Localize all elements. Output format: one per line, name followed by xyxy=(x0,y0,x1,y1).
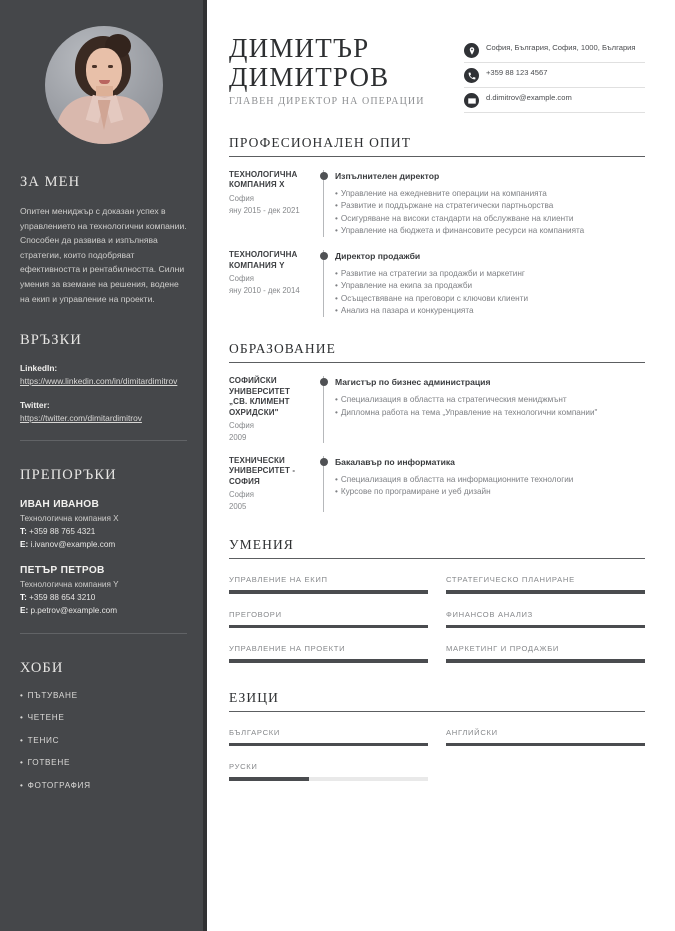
education-entry xyxy=(229,456,645,512)
language-item xyxy=(446,728,645,747)
hobbies-heading: ХОБИ xyxy=(20,659,64,676)
first-name: ДИМИТЪР xyxy=(229,33,370,63)
entry-body xyxy=(332,456,645,512)
education-heading: ОБРАЗОВАНИЕ xyxy=(229,341,645,363)
main-content xyxy=(207,0,675,931)
entry-title: Директор продажби xyxy=(335,251,421,262)
skill-bar-track xyxy=(229,625,428,629)
skill-label: МАРКЕТИНГ И ПРОДАЖБИ xyxy=(446,644,560,654)
entry-meta xyxy=(229,456,316,512)
reference-company: Технологична компания X xyxy=(20,514,119,524)
timeline-rail xyxy=(316,250,332,317)
resume-header xyxy=(229,0,645,113)
avatar-wrapper xyxy=(20,0,187,144)
entry-title: Бакалавър по информатика xyxy=(335,457,455,467)
reference-name: ИВАН ИВАНОВ xyxy=(20,499,100,511)
hobby-item xyxy=(20,780,187,792)
language-bar-track xyxy=(229,777,428,781)
bullet-dot-icon: • xyxy=(335,269,338,279)
timeline-dot-icon xyxy=(320,378,328,386)
bullet-dot-icon: • xyxy=(20,713,24,723)
section-skills xyxy=(229,537,645,663)
entry-bullet xyxy=(335,188,645,200)
education-entry xyxy=(229,376,645,443)
link-item-linkedin xyxy=(20,362,187,388)
bullet-text: Управление на бюджета и финансовите ресурси на компанията xyxy=(340,225,585,235)
contact-row-phone xyxy=(464,63,645,88)
links-heading: ВРЪЗКИ xyxy=(20,332,82,349)
bullet-text: Развитие и поддържане на стратегически партньорства xyxy=(340,201,554,211)
bullet-text: Осъществяване на преговори с ключови клиенти xyxy=(340,293,529,303)
bullet-text: Анализ на пазара и конкуренцията xyxy=(340,306,474,316)
skill-bar-fill xyxy=(229,625,428,629)
skill-label: СТРАТЕГИЧЕСКО ПЛАНИРАНЕ xyxy=(446,575,575,585)
entry-organization: ТЕХНОЛОГИЧНА КОМПАНИЯ Y xyxy=(229,250,298,270)
link-label: LinkedIn: xyxy=(20,363,58,374)
skill-bar-fill xyxy=(446,659,645,663)
skill-label: УПРАВЛЕНИЕ НА ЕКИП xyxy=(229,575,328,585)
hobby-label: ФОТОГРАФИЯ xyxy=(27,780,91,790)
hobby-item xyxy=(20,712,187,724)
reference-email-label: E: xyxy=(20,605,29,615)
entry-bullet xyxy=(335,200,645,212)
last-name: ДИМИТРОВ xyxy=(229,62,390,92)
experience-entry xyxy=(229,250,645,317)
entry-bullet xyxy=(335,474,645,486)
entry-title: Изпълнителен директор xyxy=(335,171,440,181)
section-education xyxy=(229,341,645,512)
contact-row-email xyxy=(464,88,645,113)
reference-name: ПЕТЪР ПЕТРОВ xyxy=(20,565,105,577)
language-label: АНГЛИЙСКИ xyxy=(446,727,498,737)
envelope-icon xyxy=(464,93,479,108)
bullet-dot-icon: • xyxy=(335,487,338,497)
bullet-text: Курсове по програмиране и уеб дизайн xyxy=(340,487,491,497)
languages-grid xyxy=(229,712,645,781)
entry-body xyxy=(332,376,645,443)
entry-bullet xyxy=(335,268,645,280)
entry-bullet xyxy=(335,293,645,305)
section-experience xyxy=(229,135,645,317)
bullet-text: Дипломна работа на тема „Управление на технологични компании" xyxy=(340,407,598,417)
entry-bullet xyxy=(335,394,645,406)
entry-city: София xyxy=(229,490,254,500)
reference-phone-label: T: xyxy=(20,527,27,537)
reference-email-value: p.petrov@example.com xyxy=(30,605,118,615)
reference-email xyxy=(20,605,187,617)
link-url[interactable]: https://twitter.com/dimitardimitrov xyxy=(20,412,142,423)
reference-item xyxy=(20,563,187,617)
entry-organization: ТЕХНОЛОГИЧНА КОМПАНИЯ X xyxy=(229,170,298,190)
reference-email xyxy=(20,539,187,551)
skill-item xyxy=(446,644,645,663)
language-label: РУСКИ xyxy=(229,762,258,772)
experience-heading: ПРОФЕСИОНАЛЕН ОПИТ xyxy=(229,135,645,157)
contact-row-address xyxy=(464,38,645,63)
references-heading: ПРЕПОРЪКИ xyxy=(20,467,117,484)
entry-city: София xyxy=(229,421,254,430)
hobby-item xyxy=(20,690,187,702)
skill-label: УПРАВЛЕНИЕ НА ПРОЕКТИ xyxy=(229,644,346,654)
link-url[interactable]: https://www.linkedin.com/in/dimitardimitrov xyxy=(20,376,178,387)
skill-bar-fill xyxy=(229,659,428,663)
skill-item xyxy=(446,575,645,594)
entry-organization: СОФИЙСКИ УНИВЕРСИТЕТ „СВ. КЛИМЕНТ ОХРИДСКИ" xyxy=(229,376,291,417)
hobby-item xyxy=(20,735,187,747)
skill-bar-fill xyxy=(229,590,428,594)
skill-item xyxy=(229,610,428,629)
skill-item xyxy=(229,575,428,594)
entry-city: София xyxy=(229,274,254,283)
experience-entry xyxy=(229,170,645,237)
entry-meta xyxy=(229,376,316,443)
entry-city: София xyxy=(229,193,254,203)
sidebar xyxy=(0,0,207,931)
bullet-dot-icon: • xyxy=(20,690,24,700)
avatar xyxy=(45,26,163,144)
bullet-dot-icon: • xyxy=(335,189,338,198)
bullet-dot-icon: • xyxy=(335,407,338,417)
bullet-dot-icon: • xyxy=(335,475,338,484)
hobby-label: ЧЕТЕНЕ xyxy=(27,713,65,723)
entry-body xyxy=(332,250,645,317)
entry-dates: 2009 xyxy=(229,433,247,442)
skill-item xyxy=(229,644,428,663)
language-bar-track xyxy=(446,743,645,747)
entry-title: Магистър по бизнес администрация xyxy=(335,377,491,388)
language-item xyxy=(229,762,428,781)
timeline-dot-icon xyxy=(320,252,328,260)
reference-phone xyxy=(20,526,187,538)
reference-phone-value: +359 88 765 4321 xyxy=(29,527,96,537)
reference-phone-value: +359 88 654 3210 xyxy=(29,593,96,603)
sidebar-divider xyxy=(20,440,187,441)
about-heading: ЗА МЕН xyxy=(20,174,81,190)
reference-email-value: i.ivanov@example.com xyxy=(30,539,116,549)
entry-meta xyxy=(229,250,316,317)
bullet-dot-icon: • xyxy=(335,213,338,223)
bullet-dot-icon: • xyxy=(20,758,24,768)
skill-label: ФИНАНСОВ АНАЛИЗ xyxy=(446,609,533,619)
bullet-text: Специализация в областта на информационните технологии xyxy=(340,475,574,484)
skills-heading: УМЕНИЯ xyxy=(229,537,645,559)
bullet-dot-icon: • xyxy=(335,201,338,211)
entry-bullet xyxy=(335,407,645,419)
timeline-rail xyxy=(316,456,332,512)
job-role: ГЛАВЕН ДИРЕКТОР НА ОПЕРАЦИИ xyxy=(229,96,425,107)
hobby-label: ПЪТУВАНЕ xyxy=(27,690,78,700)
skill-bar-fill xyxy=(446,625,645,629)
skill-item xyxy=(446,610,645,629)
skill-bar-track xyxy=(446,659,645,663)
skill-bar-track xyxy=(446,590,645,594)
bullet-dot-icon: • xyxy=(335,225,338,235)
bullet-text: Управление на ежедневните операции на компанията xyxy=(340,189,547,198)
language-bar-fill xyxy=(446,743,645,747)
bullet-text: Управление на екипа за продажби xyxy=(340,281,473,291)
section-languages xyxy=(229,690,645,781)
entry-dates: яну 2015 - дек 2021 xyxy=(229,205,300,215)
reference-phone-label: T: xyxy=(20,593,27,603)
skill-label: ПРЕГОВОРИ xyxy=(229,609,282,619)
bullet-text: Развитие на стратегии за продажби и маркетинг xyxy=(340,269,525,279)
hobby-item xyxy=(20,757,187,769)
sidebar-divider xyxy=(20,633,187,634)
entry-body xyxy=(332,170,645,237)
reference-company: Технологична компания Y xyxy=(20,580,119,590)
entry-dates: 2005 xyxy=(229,502,247,512)
timeline-rail xyxy=(316,376,332,443)
reference-item xyxy=(20,497,187,551)
language-item xyxy=(229,728,428,747)
timeline-dot-icon xyxy=(320,172,328,180)
skill-bar-track xyxy=(229,659,428,663)
bullet-dot-icon: • xyxy=(335,281,338,291)
skills-grid xyxy=(229,559,645,663)
timeline-rail xyxy=(316,170,332,237)
link-label: Twitter: xyxy=(20,399,50,410)
contact-phone: +359 88 123 4567 xyxy=(486,68,548,77)
reference-email-label: E: xyxy=(20,539,29,549)
bullet-dot-icon: • xyxy=(335,293,338,303)
entry-meta xyxy=(229,170,316,237)
phone-icon xyxy=(464,68,479,83)
reference-phone xyxy=(20,592,187,604)
languages-heading: ЕЗИЦИ xyxy=(229,690,645,712)
skill-bar-fill xyxy=(446,590,645,594)
entry-bullet xyxy=(335,225,645,237)
entry-dates: яну 2010 - дек 2014 xyxy=(229,286,300,295)
name-block xyxy=(229,34,464,113)
language-label: БЪЛГАРСКИ xyxy=(229,727,281,737)
entry-bullet xyxy=(335,280,645,292)
bullet-dot-icon: • xyxy=(335,306,338,316)
language-bar-track xyxy=(229,743,428,747)
about-text: Опитен мениджър с доказан успех в управлението на технологични компании. Способен да развива и изпълнява стратегии, които подобряват ефективността и рентабилността. Силни умения за вземане на решения, водене на екип и управление на проекти. xyxy=(20,206,187,304)
language-bar-fill xyxy=(229,743,428,747)
location-pin-icon xyxy=(464,43,479,58)
contact-list xyxy=(464,34,645,113)
bullet-text: Осигуряване на високи стандарти на обслужване на клиенти xyxy=(340,213,574,223)
entry-bullet xyxy=(335,305,645,317)
bullet-text: Специализация в областта на стратегическия мениджмънт xyxy=(340,395,567,405)
link-item-twitter xyxy=(20,399,187,425)
contact-email: d.dimitrov@example.com xyxy=(486,93,572,102)
contact-address: София, България, София, 1000, България xyxy=(486,43,636,52)
bullet-dot-icon: • xyxy=(335,395,338,405)
entry-organization: ТЕХНИЧЕСКИ УНИВЕРСИТЕТ - СОФИЯ xyxy=(229,456,296,486)
skill-bar-track xyxy=(446,625,645,629)
bullet-dot-icon: • xyxy=(20,780,24,790)
entry-bullet xyxy=(335,213,645,225)
skill-bar-track xyxy=(229,590,428,594)
hobby-label: ГОТВЕНЕ xyxy=(27,758,71,768)
language-bar-fill xyxy=(229,777,309,781)
hobby-label: ТЕНИС xyxy=(27,735,60,745)
entry-bullet xyxy=(335,486,645,498)
bullet-dot-icon: • xyxy=(20,735,24,745)
timeline-dot-icon xyxy=(320,458,328,466)
